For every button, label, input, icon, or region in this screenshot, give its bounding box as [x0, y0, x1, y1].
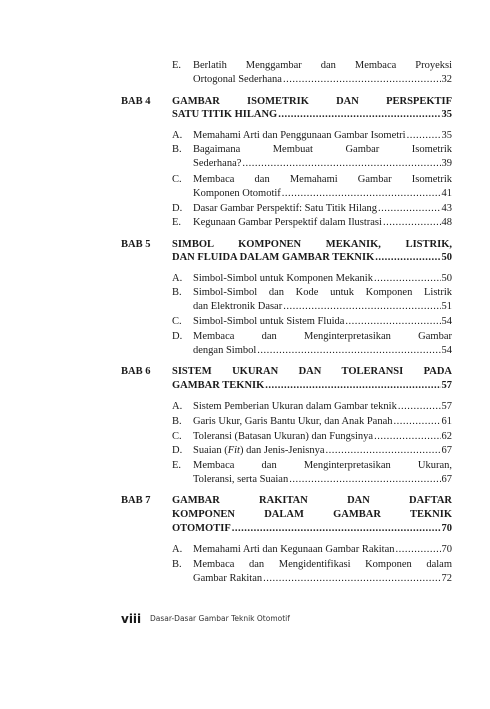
toc-entry-text: Komponen Otomotif [193, 188, 281, 199]
toc-entry-text: Kegunaan Gambar Perspektif dalam Ilustrasi [193, 217, 382, 228]
toc-page-number: 67 [441, 445, 452, 456]
toc-entry-text: Simbol-Simbol untuk Sistem Fluida [193, 316, 345, 327]
toc-page-number: 54 [441, 316, 452, 327]
toc-entry-6e[interactable] [193, 473, 452, 486]
toc-letter: E. [172, 60, 182, 71]
toc-chapter-6[interactable] [172, 379, 452, 392]
toc-letter: D. [172, 331, 183, 342]
toc-entry-5b[interactable] [193, 300, 452, 313]
chapter-label: BAB 7 [121, 495, 151, 506]
toc-chapter-5[interactable] [172, 251, 452, 264]
toc-entry-text-part: Suaian ( [193, 445, 228, 456]
chapter-title: GAMBAR TEKNIK [172, 380, 265, 391]
toc-page-number: 61 [441, 416, 452, 427]
toc-entry-text: Bagaimana Membuat Gambar Isometrik [193, 144, 452, 155]
toc-entry-4a[interactable] [193, 129, 452, 142]
toc-entry-4b[interactable] [193, 157, 452, 170]
toc-entry-text: Toleransi (Batasan Ukuran) dan Fungsinya [193, 431, 374, 442]
toc-entry-6b[interactable] [193, 415, 452, 428]
chapter-title: GAMBAR RAKITAN DAN DAFTAR [172, 495, 452, 506]
toc-entry-text: dengan Simbol [193, 345, 257, 356]
toc-chapter-4[interactable] [172, 108, 452, 121]
toc-page-number: 50 [441, 252, 452, 263]
toc-entry-text: Membaca dan Mengidentifikasi Komponen dalam [193, 559, 452, 570]
toc-entry-text-italic: Fit [227, 445, 240, 456]
toc-entry-text-part: ) dan Jenis-Jenisnya [239, 445, 325, 456]
toc-entry-7b[interactable] [193, 572, 452, 585]
toc-letter: A. [172, 130, 183, 141]
toc-letter: E. [172, 217, 182, 228]
chapter-title: SIMBOL KOMPONEN MEKANIK, LISTRIK, [172, 239, 452, 250]
toc-entry-text: Sistem Pemberian Ukuran dalam Gambar teknik [193, 401, 397, 412]
toc-entry-text: Memahami Arti dan Penggunaan Gambar Isometri [193, 130, 406, 141]
toc-page-number: 41 [441, 188, 452, 199]
toc-letter: A. [172, 544, 183, 555]
chapter-title: OTOMOTIF [172, 523, 231, 534]
toc-entry-text: Dasar Gambar Perspektif: Satu Titik Hilang [193, 203, 378, 214]
toc-entry-text: Memahami Arti dan Kegunaan Gambar Rakitan [193, 544, 395, 555]
toc-letter: B. [172, 144, 182, 155]
toc-page-number: 32 [441, 74, 452, 85]
toc-letter: A. [172, 273, 183, 284]
toc-entry-text: Membaca dan Menginterpretasikan Ukuran, [193, 460, 452, 471]
toc-page-number: 72 [441, 573, 452, 584]
toc-entry-e4[interactable] [193, 73, 452, 86]
toc-page-number: 35 [441, 130, 452, 141]
toc-entry-6d[interactable] [193, 444, 452, 457]
toc-page-number: 70 [441, 523, 452, 534]
toc-entry-5c[interactable] [193, 315, 452, 328]
toc-entry-7a[interactable] [193, 543, 452, 556]
chapter-title: GAMBAR ISOMETRIK DAN PERSPEKTIF [172, 96, 452, 107]
toc-entry-5a[interactable] [193, 272, 452, 285]
toc-entry-text: Simbol-Simbol untuk Komponen Mekanik [193, 273, 373, 284]
toc-page-number: 35 [441, 109, 452, 120]
toc-letter: C. [172, 174, 182, 185]
toc-entry-text: Gambar Rakitan [193, 573, 263, 584]
toc-entry-6c[interactable] [193, 430, 452, 443]
toc-letter: B. [172, 287, 182, 298]
toc-letter: E. [172, 460, 182, 471]
toc-page-number: 67 [441, 474, 452, 485]
footer-page-number: viii [121, 612, 142, 626]
toc-page-number: 62 [441, 431, 452, 442]
chapter-title: KOMPONEN DALAM GAMBAR TEKNIK [172, 509, 452, 520]
footer-book-title: Dasar-Dasar Gambar Teknik Otomotif [150, 614, 290, 623]
toc-entry-text: Berlatih Menggambar dan Membaca Proyeksi [193, 60, 452, 71]
toc-entry-text: Membaca dan Memahami Gambar Isometrik [193, 174, 452, 185]
chapter-title: DAN FLUIDA DALAM GAMBAR TEKNIK [172, 252, 375, 263]
toc-page-number: 48 [441, 217, 452, 228]
toc-page-number: 57 [441, 401, 452, 412]
chapter-label: BAB 5 [121, 239, 151, 250]
toc-letter: A. [172, 401, 183, 412]
toc-entry-text: dan Elektronik Dasar [193, 301, 283, 312]
toc-page-number: 51 [441, 301, 452, 312]
toc-page-number: 43 [441, 203, 452, 214]
toc-letter: B. [172, 559, 182, 570]
toc-entry-text: Simbol-Simbol dan Kode untuk Komponen Listrik [193, 287, 452, 298]
toc-entry-4d[interactable] [193, 202, 452, 215]
toc-entry-text: Sederhana? [193, 158, 242, 169]
toc-entry-text: Membaca dan Menginterpretasikan Gambar [193, 331, 452, 342]
toc-letter: D. [172, 203, 183, 214]
toc-entry-text: Ortogonal Sederhana [193, 74, 282, 85]
toc-entry-5d[interactable] [193, 344, 452, 357]
chapter-title: SATU TITIK HILANG [172, 109, 278, 120]
toc-entry-4c[interactable] [193, 187, 452, 200]
chapter-label: BAB 4 [121, 96, 151, 107]
toc-entry-text: Toleransi, serta Suaian [193, 474, 289, 485]
toc-chapter-7[interactable] [172, 522, 452, 535]
toc-entry-6a[interactable] [193, 400, 452, 413]
toc-letter: C. [172, 316, 182, 327]
toc-entry-text: Garis Ukur, Garis Bantu Ukur, dan Anak Panah [193, 416, 393, 427]
chapter-label: BAB 6 [121, 366, 151, 377]
chapter-title: SISTEM UKURAN DAN TOLERANSI PADA [172, 366, 452, 377]
toc-page-number: 70 [441, 544, 452, 555]
toc-page-number: 39 [441, 158, 452, 169]
toc-page-number: 54 [441, 345, 452, 356]
toc-letter: D. [172, 445, 183, 456]
toc-entry-4e[interactable] [193, 216, 452, 229]
toc-page-number: 50 [441, 273, 452, 284]
toc-entry-text [193, 444, 325, 457]
toc-page-number: 57 [441, 380, 452, 391]
toc-letter: B. [172, 416, 182, 427]
toc-letter: C. [172, 431, 182, 442]
